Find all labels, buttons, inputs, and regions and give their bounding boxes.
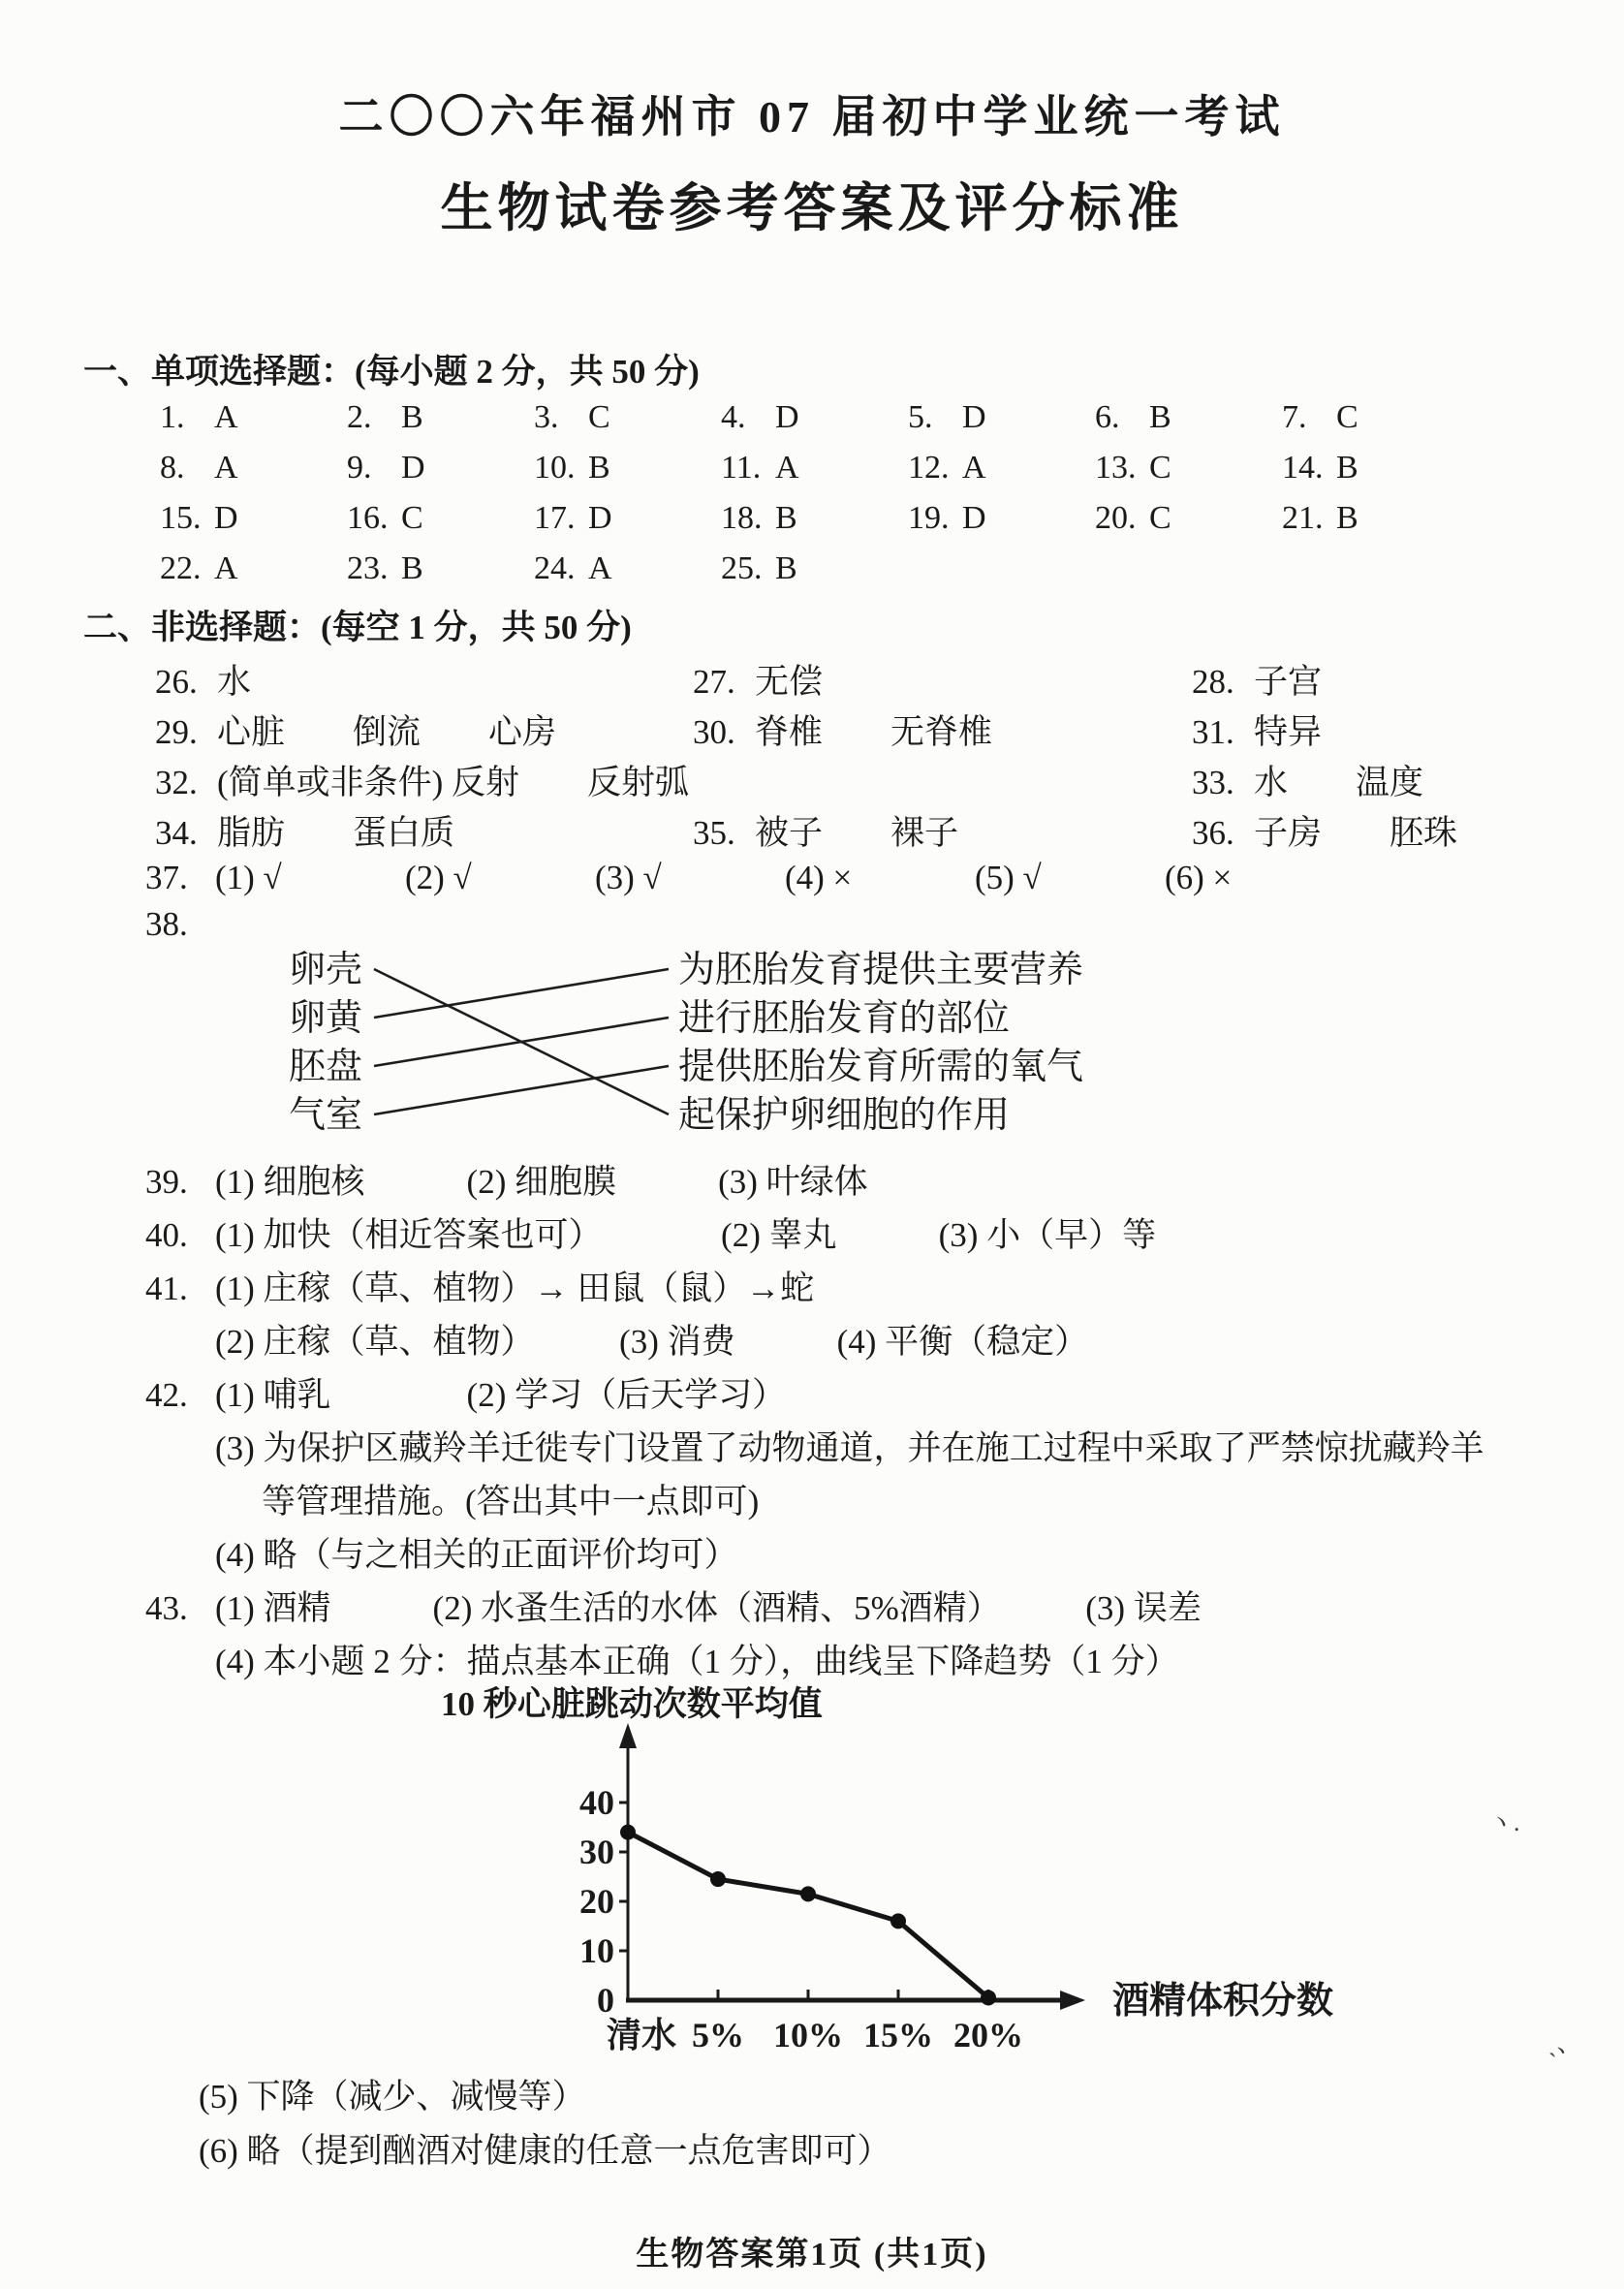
answer-line (145, 1262, 1484, 1315)
mc-answer-number: 13. (1095, 450, 1137, 486)
x-tick-label: 10% (773, 2016, 843, 2054)
chart-y-caption: 10 秒心脏跳动次数平均值 (441, 1685, 823, 1723)
match-line (374, 1066, 669, 1114)
fill-in-answer (1192, 706, 1457, 756)
y-tick-label: 20 (579, 1882, 614, 1921)
fill-in-number: 26. (155, 663, 198, 701)
answer-line-text: (3) 为保护区藏羚羊迁徙专门设置了动物通道，并在施工过程中采取了严禁惊扰藏羚羊 (215, 1429, 1484, 1467)
answer-line-text: (4) 略（与之相关的正面评价均可） (215, 1536, 738, 1574)
mc-answer-number: 5. (908, 399, 933, 435)
mc-answer-number: 16. (347, 500, 389, 536)
mc-answer-letter: C (401, 500, 423, 536)
fill-in-number: 36. (1192, 814, 1234, 852)
mc-answer-number: 8. (160, 450, 185, 486)
mc-answer-letter: A (962, 450, 986, 486)
fill-in-number: 31. (1192, 713, 1234, 751)
mc-answer-letter: B (1336, 450, 1359, 486)
exam-title: 二〇〇六年福州市 07 届初中学业统一考试 (338, 92, 1286, 141)
mc-answer-letter: B (1336, 500, 1359, 536)
post-chart-line: (5) 下降（减少、减慢等） (199, 2078, 586, 2116)
mc-answer-letter: D (962, 500, 986, 536)
data-point (710, 1871, 726, 1887)
mc-answer-number: 7. (1282, 399, 1307, 435)
mc-answer-number: 23. (347, 550, 389, 586)
mc-answer (347, 500, 534, 550)
q37-number: 37. (145, 859, 188, 896)
mc-answer-letter: B (1149, 399, 1171, 435)
mc-answer (721, 550, 908, 601)
q37-row (145, 859, 1355, 897)
mc-answer-number: 3. (534, 399, 559, 435)
answer-line-text: (1) 细胞核 (2) 细胞膜 (3) 叶绿体 (215, 1163, 868, 1201)
q37-mark: (4) × (785, 859, 853, 896)
x-axis-arrow (1060, 1991, 1085, 2010)
mc-answer-number: 11. (721, 450, 762, 486)
q37-mark: (5) √ (975, 859, 1042, 896)
mc-answer-letter: D (962, 399, 986, 435)
page-footer: 生物答案第1页 (共1页) (636, 2237, 988, 2273)
fill-in-answer (155, 806, 693, 857)
mc-answer-letter: B (401, 399, 423, 435)
answer-line-text: (1) 加快（相近答案也可） (2) 睾丸 (3) 小（早）等 (215, 1216, 1157, 1254)
fill-in-answer (693, 655, 1192, 706)
mc-answer-letter: C (1149, 450, 1171, 486)
mc-answer (721, 399, 908, 450)
fill-in-text: 特异 (1254, 713, 1323, 751)
x-tick-label: 15% (863, 2016, 933, 2054)
data-point (890, 1913, 906, 1928)
mc-answer (1095, 500, 1282, 550)
fill-in-text: 无偿 (755, 663, 824, 701)
fill-in-text: 心脏 倒流 心房 (217, 713, 557, 751)
mc-answer (534, 450, 721, 500)
answer-line (145, 1208, 1484, 1262)
scan-artifact: ヽ. (1488, 1808, 1520, 1836)
fill-in-text: 水 温度 (1254, 764, 1424, 801)
mc-answer-number: 10. (534, 450, 576, 486)
match-left-label: 卵黄 (289, 998, 363, 1039)
answer-line (145, 1582, 1484, 1635)
answer-line-number: 39. (145, 1163, 188, 1201)
answer-line (145, 1475, 1484, 1528)
mc-answer-number: 21. (1282, 500, 1324, 536)
q37-items (215, 859, 1355, 896)
fill-in-answer-grid (155, 655, 1457, 857)
fill-in-text: 水 (217, 663, 252, 701)
mc-answer-number: 18. (721, 500, 763, 536)
section2-heading: 二、非选择题：(每空 1 分，共 50 分) (83, 609, 632, 646)
x-tick-label: 清水 (606, 2016, 677, 2054)
match-line (374, 969, 669, 1018)
match-line (374, 1018, 669, 1066)
q38-matching-diagram (269, 930, 1471, 1158)
mc-answer (160, 550, 347, 601)
fill-in-text: 被子 裸子 (755, 814, 959, 852)
mc-answer-letter: A (214, 550, 238, 586)
mc-answer-letter: B (775, 550, 797, 586)
mc-answer-letter: C (588, 399, 610, 435)
mc-answer-number: 17. (534, 500, 576, 536)
q38-number: 38. (145, 905, 188, 943)
q37-mark: (3) √ (595, 859, 662, 896)
fill-in-number: 27. (693, 663, 735, 701)
fill-in-text: (简单或非条件) 反射 反射弧 (217, 764, 690, 801)
answer-line (145, 1155, 1484, 1208)
mc-answer (160, 399, 347, 450)
mc-answer-letter: D (214, 500, 238, 536)
answer-line-text: (1) 酒精 (2) 水蚤生活的水体（酒精、5%酒精） (3) 误差 (215, 1589, 1202, 1627)
fill-in-text: 子宫 (1254, 663, 1323, 701)
answer-line-text: (4) 本小题 2 分：描点基本正确（1 分），曲线呈下降趋势（1 分） (215, 1643, 1179, 1680)
y-tick-label: 0 (597, 1981, 614, 2020)
mc-answer-grid (160, 399, 1469, 601)
mc-answer-letter: C (1149, 500, 1171, 536)
mc-answer-number: 1. (160, 399, 185, 435)
fill-in-answer (693, 706, 1192, 756)
data-point (620, 1825, 636, 1840)
y-tick-label: 30 (579, 1833, 614, 1871)
mc-answer-letter: C (1336, 399, 1359, 435)
fill-in-answer (155, 655, 693, 706)
answer-line-text: (1) 庄稼（草、植物）→ 田鼠（鼠）→蛇 (215, 1270, 815, 1307)
mc-answer-letter: B (775, 500, 797, 536)
answer-line-number: 40. (145, 1216, 188, 1254)
answer-line-number: 41. (145, 1270, 188, 1307)
mc-answer (721, 500, 908, 550)
q37-mark: (2) √ (405, 859, 472, 896)
fill-in-answer (155, 756, 1192, 806)
mc-answer (534, 500, 721, 550)
mc-answer (347, 450, 534, 500)
chart-x-label: 酒精体积分数 (1112, 1981, 1334, 2022)
mc-answer (1095, 399, 1282, 450)
y-axis-arrow (619, 1723, 637, 1748)
answer-line (145, 1368, 1484, 1422)
fill-in-answer (1192, 655, 1457, 706)
mc-answer-letter: B (401, 550, 423, 586)
mc-answer-letter: D (401, 450, 425, 486)
fill-in-text: 脂肪 蛋白质 (217, 814, 455, 852)
x-tick-label: 5% (692, 2016, 744, 2054)
mc-answer (908, 450, 1095, 500)
data-point (981, 1990, 996, 2005)
mc-answer-number: 12. (908, 450, 950, 486)
answer-line (145, 1422, 1484, 1475)
match-right-label: 起保护卵细胞的作用 (678, 1095, 1011, 1136)
fill-in-answer (693, 806, 1192, 857)
q37-mark: (1) √ (215, 859, 282, 896)
post-chart-lines (199, 2070, 891, 2179)
match-left-label: 胚盘 (289, 1047, 363, 1087)
mc-answer (347, 550, 534, 601)
scan-artifact: ˎ、 (1548, 2029, 1582, 2057)
fill-in-answer (1192, 756, 1457, 806)
mc-answer-letter: A (775, 450, 799, 486)
answer-line (145, 1315, 1484, 1368)
fill-in-answer (155, 706, 693, 756)
match-left-label: 卵壳 (289, 950, 363, 990)
data-point (800, 1886, 816, 1901)
match-right-label: 进行胚胎发育的部位 (678, 998, 1011, 1039)
q37-mark: (6) × (1165, 859, 1233, 896)
mc-answer (721, 450, 908, 500)
mc-answer-letter: D (588, 500, 612, 536)
fill-in-number: 28. (1192, 663, 1234, 701)
mc-answer-number: 25. (721, 550, 763, 586)
y-tick-label: 10 (579, 1931, 614, 1970)
mc-answer-letter: A (214, 450, 238, 486)
answer-line-number: 42. (145, 1376, 188, 1414)
mc-answer-letter: A (588, 550, 612, 586)
post-chart-line: (6) 略（提到酗酒对健康的任意一点危害即可） (199, 2132, 891, 2170)
mc-answer-number: 15. (160, 500, 202, 536)
mc-answer (1282, 399, 1469, 450)
mc-answer (908, 399, 1095, 450)
mc-answer (534, 550, 721, 601)
mc-answer-number: 20. (1095, 500, 1137, 536)
mc-answer (160, 500, 347, 550)
answer-line-text: (1) 哺乳 (2) 学习（后天学习） (215, 1376, 787, 1414)
data-line (628, 1833, 988, 1998)
fill-in-number: 32. (155, 764, 198, 801)
paper-subtitle: 生物试卷参考答案及评分标准 (440, 179, 1184, 237)
mc-answer-letter: B (588, 450, 610, 486)
fill-in-text: 脊椎 无脊椎 (755, 713, 993, 751)
mc-answer-number: 14. (1282, 450, 1324, 486)
answer-line (145, 1528, 1484, 1582)
fill-in-number: 33. (1192, 764, 1234, 801)
fill-in-answer (1192, 806, 1457, 857)
fill-in-text: 子房 胚珠 (1254, 814, 1458, 852)
answer-line-text: 等管理措施。(答出其中一点即可) (262, 1483, 760, 1521)
mc-answer (1282, 450, 1469, 500)
mc-answer (534, 399, 721, 450)
y-tick-label: 40 (579, 1783, 614, 1822)
fill-in-number: 35. (693, 814, 735, 852)
mc-answer-number: 6. (1095, 399, 1120, 435)
heart-rate-chart (388, 1671, 1415, 2087)
x-tick-label: 20% (953, 2016, 1023, 2054)
mc-answer (1282, 500, 1469, 550)
mc-answer-number: 2. (347, 399, 372, 435)
mc-answer-letter: A (214, 399, 238, 435)
fill-in-number: 30. (693, 713, 735, 751)
fill-in-number: 29. (155, 713, 198, 751)
match-right-label: 提供胚胎发育所需的氧气 (678, 1047, 1084, 1087)
mc-answer-number: 19. (908, 500, 950, 536)
mc-answer-letter: D (775, 399, 799, 435)
mc-answer-number: 24. (534, 550, 576, 586)
mc-answer-number: 22. (160, 550, 202, 586)
answer-lines (145, 1155, 1484, 1688)
match-left-label: 气室 (289, 1095, 363, 1136)
match-right-label: 为胚胎发育提供主要营养 (678, 950, 1084, 990)
mc-answer (160, 450, 347, 500)
mc-answer (908, 500, 1095, 550)
fill-in-number: 34. (155, 814, 198, 852)
mc-answer (347, 399, 534, 450)
section1-heading: 一、单项选择题：(每小题 2 分，共 50 分) (83, 353, 700, 391)
mc-answer (1095, 450, 1282, 500)
mc-answer-number: 9. (347, 450, 372, 486)
answer-line-text: (2) 庄稼（草、植物） (3) 消费 (4) 平衡（稳定） (215, 1323, 1089, 1361)
mc-answer-number: 4. (721, 399, 746, 435)
answer-line-number: 43. (145, 1589, 188, 1627)
